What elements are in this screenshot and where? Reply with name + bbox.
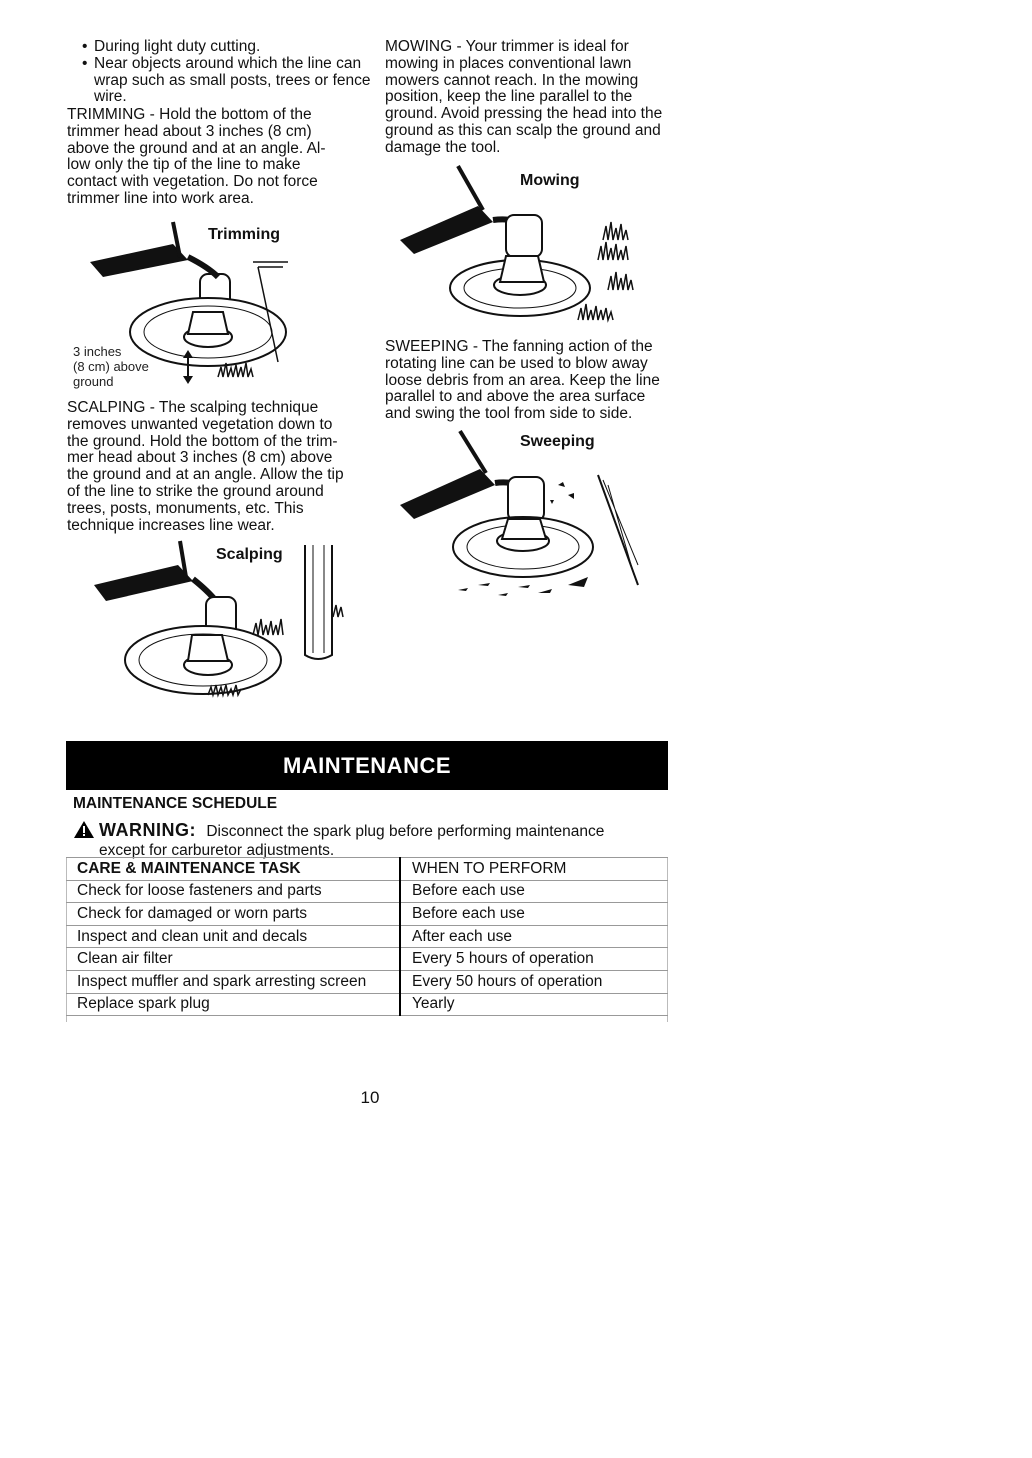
table-header-row <box>66 858 668 881</box>
task-cell: Check for loose fasteners and parts <box>66 880 400 903</box>
task-cell: Check for damaged or worn parts <box>66 903 400 926</box>
when-cell: After each use <box>400 925 668 948</box>
when-cell: Before each use <box>400 903 668 926</box>
header-task: CARE & MAINTENANCE TASK <box>66 858 400 881</box>
mowing-label: Mowing <box>520 172 580 189</box>
table-row <box>66 948 668 971</box>
trimming-illustration <box>68 212 308 397</box>
sweeping-illustration <box>398 425 660 615</box>
task-cell: Replace spark plug <box>66 993 400 1016</box>
warning-text: Disconnect the spark plug before performing maintenance <box>206 823 605 840</box>
sweeping-paragraph: SWEEPING - The fanning action of the rotating line can be used to blow away loose debris from an area. Keep the line parallel to and above the area surface and swing the tool from side to side. <box>385 338 660 423</box>
sweeping-label: Sweeping <box>520 433 595 450</box>
warning-block <box>73 820 673 859</box>
when-cell: Every 50 hours of operation <box>400 970 668 993</box>
warning-icon <box>73 820 95 843</box>
maintenance-table <box>66 857 668 1016</box>
table-row <box>66 880 668 903</box>
page-number: 10 <box>360 1088 380 1107</box>
table-row <box>66 903 668 926</box>
usage-bullet-list <box>82 39 372 106</box>
table-row <box>66 970 668 993</box>
mowing-paragraph: MOWING - Your trimmer is ideal for mowing in places conventional lawn mowers cannot reach. In the mowing position, keep the line parallel to the ground. Avoid pressing the head into the ground as this can scalp the ground and damage the tool. <box>385 38 663 156</box>
table-row <box>66 993 668 1016</box>
scalping-paragraph: SCALPING - The scalping technique removes unwanted vegetation down to the ground. Hold the bottom of the trim- mer head about 3 inches (8 cm) above the ground and at an angle. Allow the tip of the line to strike the ground around trees, posts, monuments, etc. This technique increases line wear. <box>67 399 344 534</box>
trimming-label: Trimming <box>208 226 281 243</box>
schedule-title: MAINTENANCE SCHEDULE <box>73 795 278 812</box>
trimming-paragraph: TRIMMING - Hold the bottom of the trimmer head about 3 inches (8 cm) above the ground and at an angle. Al- low only the tip of the line to make contact with vegetation. Do not force trimmer line into work area. <box>67 106 326 207</box>
warning-title: WARNING: <box>99 820 196 840</box>
task-cell: Inspect muffler and spark arresting screen <box>66 970 400 993</box>
bullet-item: • Near objects around which the line can wrap such as small posts, trees or fence wire. <box>82 56 372 106</box>
height-note <box>73 344 149 389</box>
task-cell: Clean air filter <box>66 948 400 971</box>
header-when: WHEN TO PERFORM <box>400 858 668 881</box>
bullet-item: • During light duty cutting. <box>82 39 372 56</box>
scalping-illustration <box>88 535 350 710</box>
height-note-line: ground <box>73 374 114 389</box>
scalping-label: Scalping <box>216 546 283 563</box>
height-note-line: (8 cm) above <box>73 359 149 374</box>
when-cell: Yearly <box>400 993 668 1016</box>
height-note-line: 3 inches <box>73 344 122 359</box>
task-cell: Inspect and clean unit and decals <box>66 925 400 948</box>
when-cell: Every 5 hours of operation <box>400 948 668 971</box>
maintenance-banner: MAINTENANCE <box>66 741 668 790</box>
when-cell: Before each use <box>400 880 668 903</box>
mowing-illustration <box>398 160 660 335</box>
warning-continuation: except for carburetor adjustments. <box>99 842 335 859</box>
table-row <box>66 925 668 948</box>
